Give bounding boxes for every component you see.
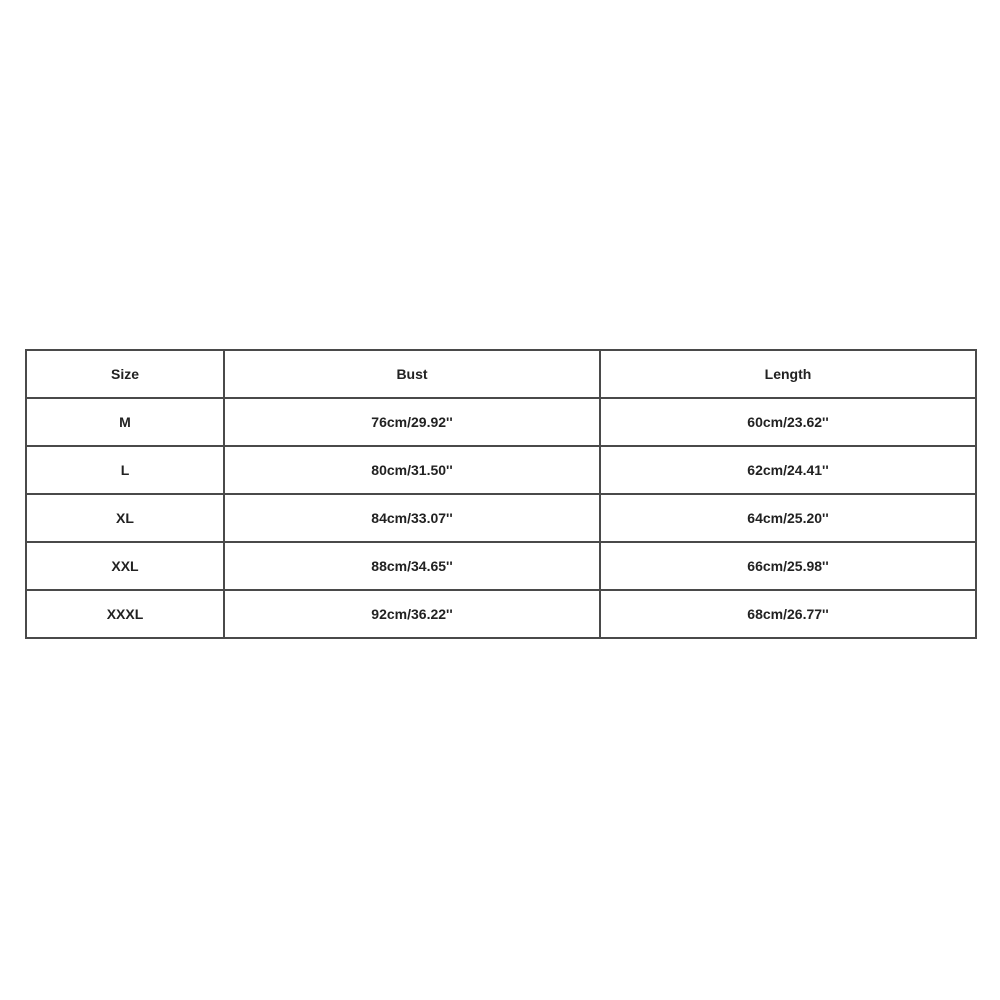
table-row <box>26 398 976 446</box>
table-row <box>26 446 976 494</box>
table-body <box>26 398 976 638</box>
length-cell: 60cm/23.62'' <box>600 398 976 446</box>
length-cell: 66cm/25.98'' <box>600 542 976 590</box>
length-cell: 62cm/24.41'' <box>600 446 976 494</box>
size-cell: L <box>26 446 224 494</box>
length-cell: 64cm/25.20'' <box>600 494 976 542</box>
size-cell: M <box>26 398 224 446</box>
table-row <box>26 494 976 542</box>
size-cell: XXL <box>26 542 224 590</box>
table-row <box>26 542 976 590</box>
header-length: Length <box>600 350 976 398</box>
bust-cell: 88cm/34.65'' <box>224 542 600 590</box>
bust-cell: 84cm/33.07'' <box>224 494 600 542</box>
length-cell: 68cm/26.77'' <box>600 590 976 638</box>
header-row <box>26 350 976 398</box>
bust-cell: 92cm/36.22'' <box>224 590 600 638</box>
table-header <box>26 350 976 398</box>
table-row <box>26 590 976 638</box>
size-cell: XL <box>26 494 224 542</box>
size-cell: XXXL <box>26 590 224 638</box>
header-size: Size <box>26 350 224 398</box>
size-chart-table <box>25 349 977 639</box>
bust-cell: 76cm/29.92'' <box>224 398 600 446</box>
bust-cell: 80cm/31.50'' <box>224 446 600 494</box>
header-bust: Bust <box>224 350 600 398</box>
